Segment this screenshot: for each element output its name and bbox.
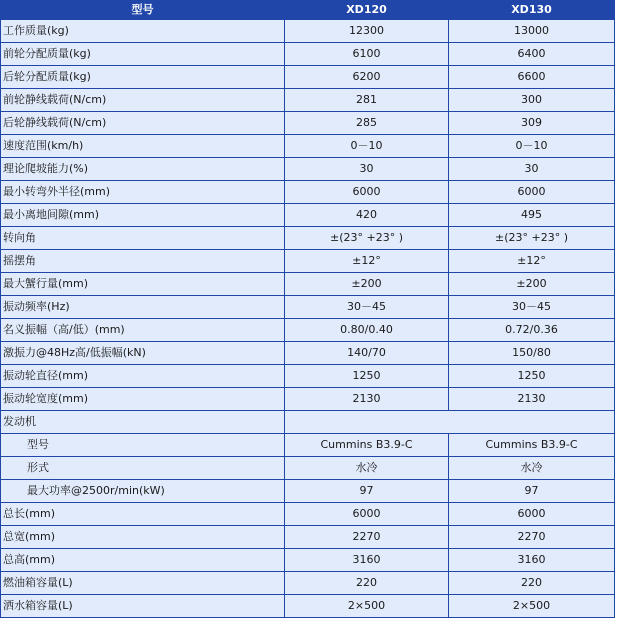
value-xd120: 6200: [285, 66, 448, 88]
value-xd130: 6000: [449, 503, 614, 525]
table-row: [1, 89, 614, 111]
row-label: 总长(mm): [1, 503, 284, 525]
table-row: [1, 457, 614, 479]
value-xd130: 495: [449, 204, 614, 226]
row-label: 激振力@48Hz高/低振幅(kN): [1, 342, 284, 364]
value-xd130: 6000: [449, 181, 614, 203]
value-xd120: 水冷: [285, 457, 448, 479]
row-label: 后轮分配质量(kg): [1, 66, 284, 88]
table-row: [1, 158, 614, 180]
table-row: [1, 43, 614, 65]
value-xd130: 30－45: [449, 296, 614, 318]
value-xd130: 1250: [449, 365, 614, 387]
value-xd120: 281: [285, 89, 448, 111]
value-xd120: 0.80/0.40: [285, 319, 448, 341]
value-xd120: 6000: [285, 181, 448, 203]
value-xd120: ±(23° +23° ): [285, 227, 448, 249]
table-row: [1, 296, 614, 318]
value-xd120: 2270: [285, 526, 448, 548]
header-xd130: XD130: [449, 1, 614, 19]
value-xd120: 140/70: [285, 342, 448, 364]
row-label: 后轮静线载荷(N/cm): [1, 112, 284, 134]
value-xd130: 水冷: [449, 457, 614, 479]
value-xd130: 300: [449, 89, 614, 111]
value-xd120: 12300: [285, 20, 448, 42]
table-row: [1, 181, 614, 203]
value-xd120: 1250: [285, 365, 448, 387]
row-label: 最小转弯外半径(mm): [1, 181, 284, 203]
table-row: [1, 227, 614, 249]
value-xd120: 2130: [285, 388, 448, 410]
value-xd130: 220: [449, 572, 614, 594]
value-xd120: 6100: [285, 43, 448, 65]
engine-section-blank: [285, 411, 614, 433]
value-xd130: 6600: [449, 66, 614, 88]
value-xd130: 2270: [449, 526, 614, 548]
value-xd120: Cummins B3.9-C: [285, 434, 448, 456]
value-xd130: 2130: [449, 388, 614, 410]
row-label: 洒水箱容量(L): [1, 595, 284, 617]
value-xd120: 2×500: [285, 595, 448, 617]
row-label: 转向角: [1, 227, 284, 249]
table-row: [1, 250, 614, 272]
value-xd120: ±200: [285, 273, 448, 295]
value-xd130: ±200: [449, 273, 614, 295]
table-row: [1, 204, 614, 226]
row-label: 形式: [1, 457, 284, 479]
row-label: 最大蟹行量(mm): [1, 273, 284, 295]
table-row: [1, 66, 614, 88]
row-label: 总高(mm): [1, 549, 284, 571]
table-row: [1, 388, 614, 410]
value-xd120: 6000: [285, 503, 448, 525]
table-row: [1, 273, 614, 295]
row-label: 振动频率(Hz): [1, 296, 284, 318]
row-label: 振动轮宽度(mm): [1, 388, 284, 410]
value-xd130: 0.72/0.36: [449, 319, 614, 341]
value-xd130: 309: [449, 112, 614, 134]
value-xd120: 30－45: [285, 296, 448, 318]
value-xd120: 3160: [285, 549, 448, 571]
row-label: 前轮静线载荷(N/cm): [1, 89, 284, 111]
table-row: [1, 20, 614, 42]
table-row: [1, 595, 614, 617]
value-xd130: 3160: [449, 549, 614, 571]
header-xd120: XD120: [285, 1, 448, 19]
value-xd130: 30: [449, 158, 614, 180]
table-row: [1, 365, 614, 387]
value-xd130: 97: [449, 480, 614, 502]
row-label: 型号: [1, 434, 284, 456]
row-label: 最小离地间隙(mm): [1, 204, 284, 226]
value-xd120: 285: [285, 112, 448, 134]
value-xd130: ±12°: [449, 250, 614, 272]
table-row: [1, 572, 614, 594]
value-xd120: 420: [285, 204, 448, 226]
value-xd120: 0－10: [285, 135, 448, 157]
value-xd130: ±(23° +23° ): [449, 227, 614, 249]
value-xd130: 150/80: [449, 342, 614, 364]
spec-table-body: [1, 1, 614, 617]
table-row: [1, 526, 614, 548]
row-label: 燃油箱容量(L): [1, 572, 284, 594]
value-xd130: Cummins B3.9-C: [449, 434, 614, 456]
value-xd120: 97: [285, 480, 448, 502]
header-model: 型号: [1, 1, 284, 19]
table-row: [1, 434, 614, 456]
row-label: 摇摆角: [1, 250, 284, 272]
value-xd130: 0－10: [449, 135, 614, 157]
row-label: 最大功率@2500r/min(kW): [1, 480, 284, 502]
row-label: 名义振幅（高/低）(mm): [1, 319, 284, 341]
table-row: [1, 549, 614, 571]
table-row: [1, 135, 614, 157]
value-xd120: 30: [285, 158, 448, 180]
table-row: [1, 342, 614, 364]
value-xd120: 220: [285, 572, 448, 594]
table-row: [1, 112, 614, 134]
section-row-engine: [1, 411, 614, 433]
row-label: 总宽(mm): [1, 526, 284, 548]
row-label: 振动轮直径(mm): [1, 365, 284, 387]
engine-section-label: 发动机: [1, 411, 284, 433]
table-row: [1, 319, 614, 341]
row-label: 前轮分配质量(kg): [1, 43, 284, 65]
header-row: [1, 1, 614, 19]
row-label: 工作质量(kg): [1, 20, 284, 42]
value-xd130: 13000: [449, 20, 614, 42]
value-xd130: 6400: [449, 43, 614, 65]
table-row: [1, 503, 614, 525]
value-xd130: 2×500: [449, 595, 614, 617]
row-label: 理论爬坡能力(%): [1, 158, 284, 180]
value-xd120: ±12°: [285, 250, 448, 272]
row-label: 速度范围(km/h): [1, 135, 284, 157]
table-row: [1, 480, 614, 502]
